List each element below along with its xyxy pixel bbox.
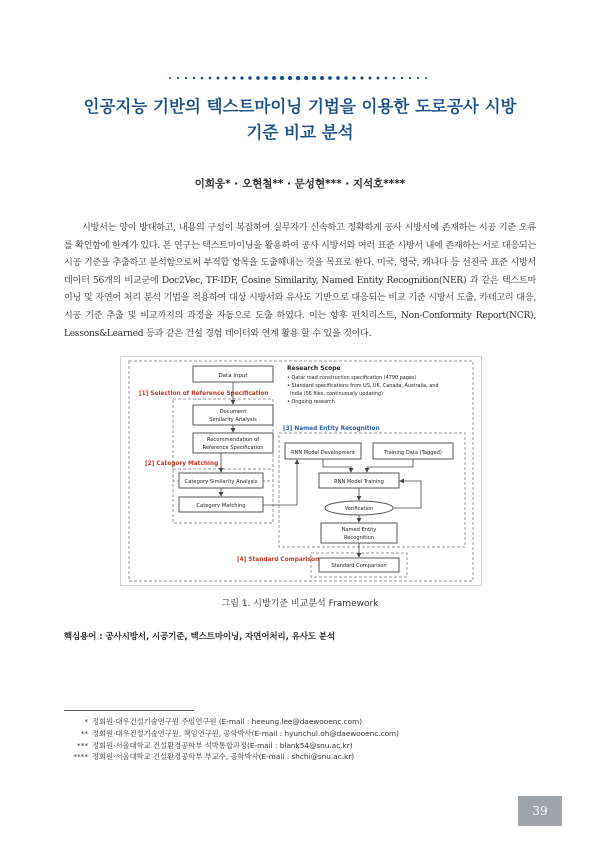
decorative-dot [209,77,212,80]
decorative-dot [280,76,284,80]
footnote-mark: * [84,717,88,726]
decorative-dot [344,76,348,80]
research-scope-item-2: • Standard specifications from US, UK, Canada, Australia, and [287,383,439,389]
decorative-dot [328,76,332,80]
decorative-dot [256,76,260,80]
decorative-dot [217,77,220,80]
authors: 이희웅* · 오현철** · 문성현*** · 지석호**** [194,178,406,190]
footnote-divider [64,710,194,711]
decorative-dot [185,77,187,79]
footnote-mark: *** [77,740,88,750]
page-number: 39 [518,796,562,826]
section-3-label: [3] Named Entity Recognition [283,426,380,432]
decorative-dot [201,77,204,80]
decorative-dot [248,76,252,80]
footnote-mark: **** [73,752,88,762]
decorative-dot [177,77,179,79]
decorative-dot [401,77,403,79]
decorative-dot [320,76,324,80]
abstract: 시방서는 양이 방대하고, 내용의 구성이 복잡하여 실무자가 신속하고 정확하게 공사 시방서에 존재하는 시공 기준 오류를 확인함에 한계가 있다. 본 연구는 텍스트마이닝을 활용하여 공사 시방서와 여러 표준 시방서 내에 존재하는 서로 대응되는 시공 기준을 추출하고 분석함으로써 부적합 항목을 도출해내는 것을 목표로 한다. 미국, 영국, 캐나다 등 선진국 표준 시방서 데이터 56개의 비교군에 Doc2Vec, TF-IDF, Cosine Similarity, Named Entity Recognition(NER) 과 같은 텍스트마이닝 및 자연어 처리 분석 기법을 적용하여 대상 시방서와 유사도 기반으로 대응되는 비교 기준 시방서 도출, 카테고리 대응, 시공 기준 추출 및 비교까지의 과정을 자동으로 도출 하였다. 이는 향후 펀치리스트, Non-Conformity Report(NCR), Lessons&Learned 등과 같은 건설 경험 데이터와 연계 활용 할 수 있을 것이다. [64,223,536,339]
paper-title [40,94,560,146]
decorative-dot [409,77,411,79]
framework-diagram [121,357,481,585]
title-line-2: 기준 비교 분석 [246,123,354,142]
framework-figure [120,356,482,586]
verification-label: Verification [344,506,374,512]
section-1-label: [1] Selection of Reference Specification [139,391,269,397]
decorative-dot [377,77,380,80]
rnn-dev-label: RNN Model Development [291,450,355,456]
decorative-dot [264,76,268,80]
ner-label-1: Named Entity [341,527,377,533]
decorative-dot [425,77,427,79]
decorative-dot [393,77,396,80]
category-similarity-label: Category Similarity Analysis [184,479,258,485]
footnote-text: 정회원·서울대학교 건설환경공학부 부교수, 공학박사(E-mail : shchi@snu.ac.kr) [92,752,355,762]
decorative-dot [224,76,227,79]
footnote-text: 정회원·대우건설기술연구원 주임연구원 (E-mail : heeung.lee@daewooenc.com) [92,717,363,726]
doc-similarity-label-1: Document [219,409,247,415]
decorative-dot [360,76,363,79]
standard-comparison-label: Standard Comparison [331,563,387,569]
research-scope-title: Research Scope [287,365,341,372]
decorative-dot [385,77,388,80]
research-scope-item-1: • Qatar road construction specification (4790 pages) [287,375,417,381]
research-scope-item-3: India (56 files, continuously updating) [287,391,383,397]
rnn-training-label: RNN Model Training [334,479,384,485]
footnote [64,740,544,752]
keywords: 핵심용어 : 공사시방서, 시공기준, 텍스트마이닝, 자연어처리, 유사도 분석 [64,631,336,641]
footnote-mark: ** [80,728,88,738]
decorative-dot-rule [0,74,600,82]
decorative-dot [272,76,276,80]
title-line-1: 인공지능 기반의 텍스트마이닝 기법을 이용한 도로공사 시방 [83,97,517,116]
decorative-dot [288,76,292,80]
decorative-dot [336,76,340,80]
decorative-dot [352,76,355,79]
data-input-label: Data Input [218,373,248,379]
doc-similarity-label-2: Similarity Analysis [209,417,257,423]
training-data-label: Training Data (Tagged) [384,450,442,456]
footnote-text: 정회원·서울대학교 건설환경공학부 석박통합과정(E-mail : blank54@snu.ac.kr) [92,740,353,750]
figure-caption: 그림 1. 시방기준 비교분석 Framework [221,599,379,609]
decorative-dot [240,76,243,79]
decorative-dot [304,76,308,80]
footnote [64,728,544,740]
decorative-dot [232,76,235,79]
decorative-dot [193,77,195,79]
footnote-text: 정회원·대우건설기술연구원, 책임연구원, 공학박사(E-mail : hyunchul.oh@daewooenc.com) [92,728,399,738]
section-2-label: [2] Category Matching [145,461,219,467]
footnote [64,751,544,763]
decorative-dot [417,77,419,79]
section-4-label: [4] Standard Comparison [237,557,320,563]
decorative-dot [296,76,300,80]
decorative-dot [312,76,316,80]
decorative-dot [368,76,371,79]
decorative-dot [169,77,171,79]
recommendation-label-1: Recommendation of [206,437,260,443]
footnotes [64,716,544,763]
research-scope-item-4: • Ongoing research [287,399,335,405]
recommendation-label-2: Reference Specification [202,445,264,451]
ner-label-2: Recognition [344,535,374,541]
footnote [64,716,544,728]
category-matching-label: Category Matching [196,503,246,509]
